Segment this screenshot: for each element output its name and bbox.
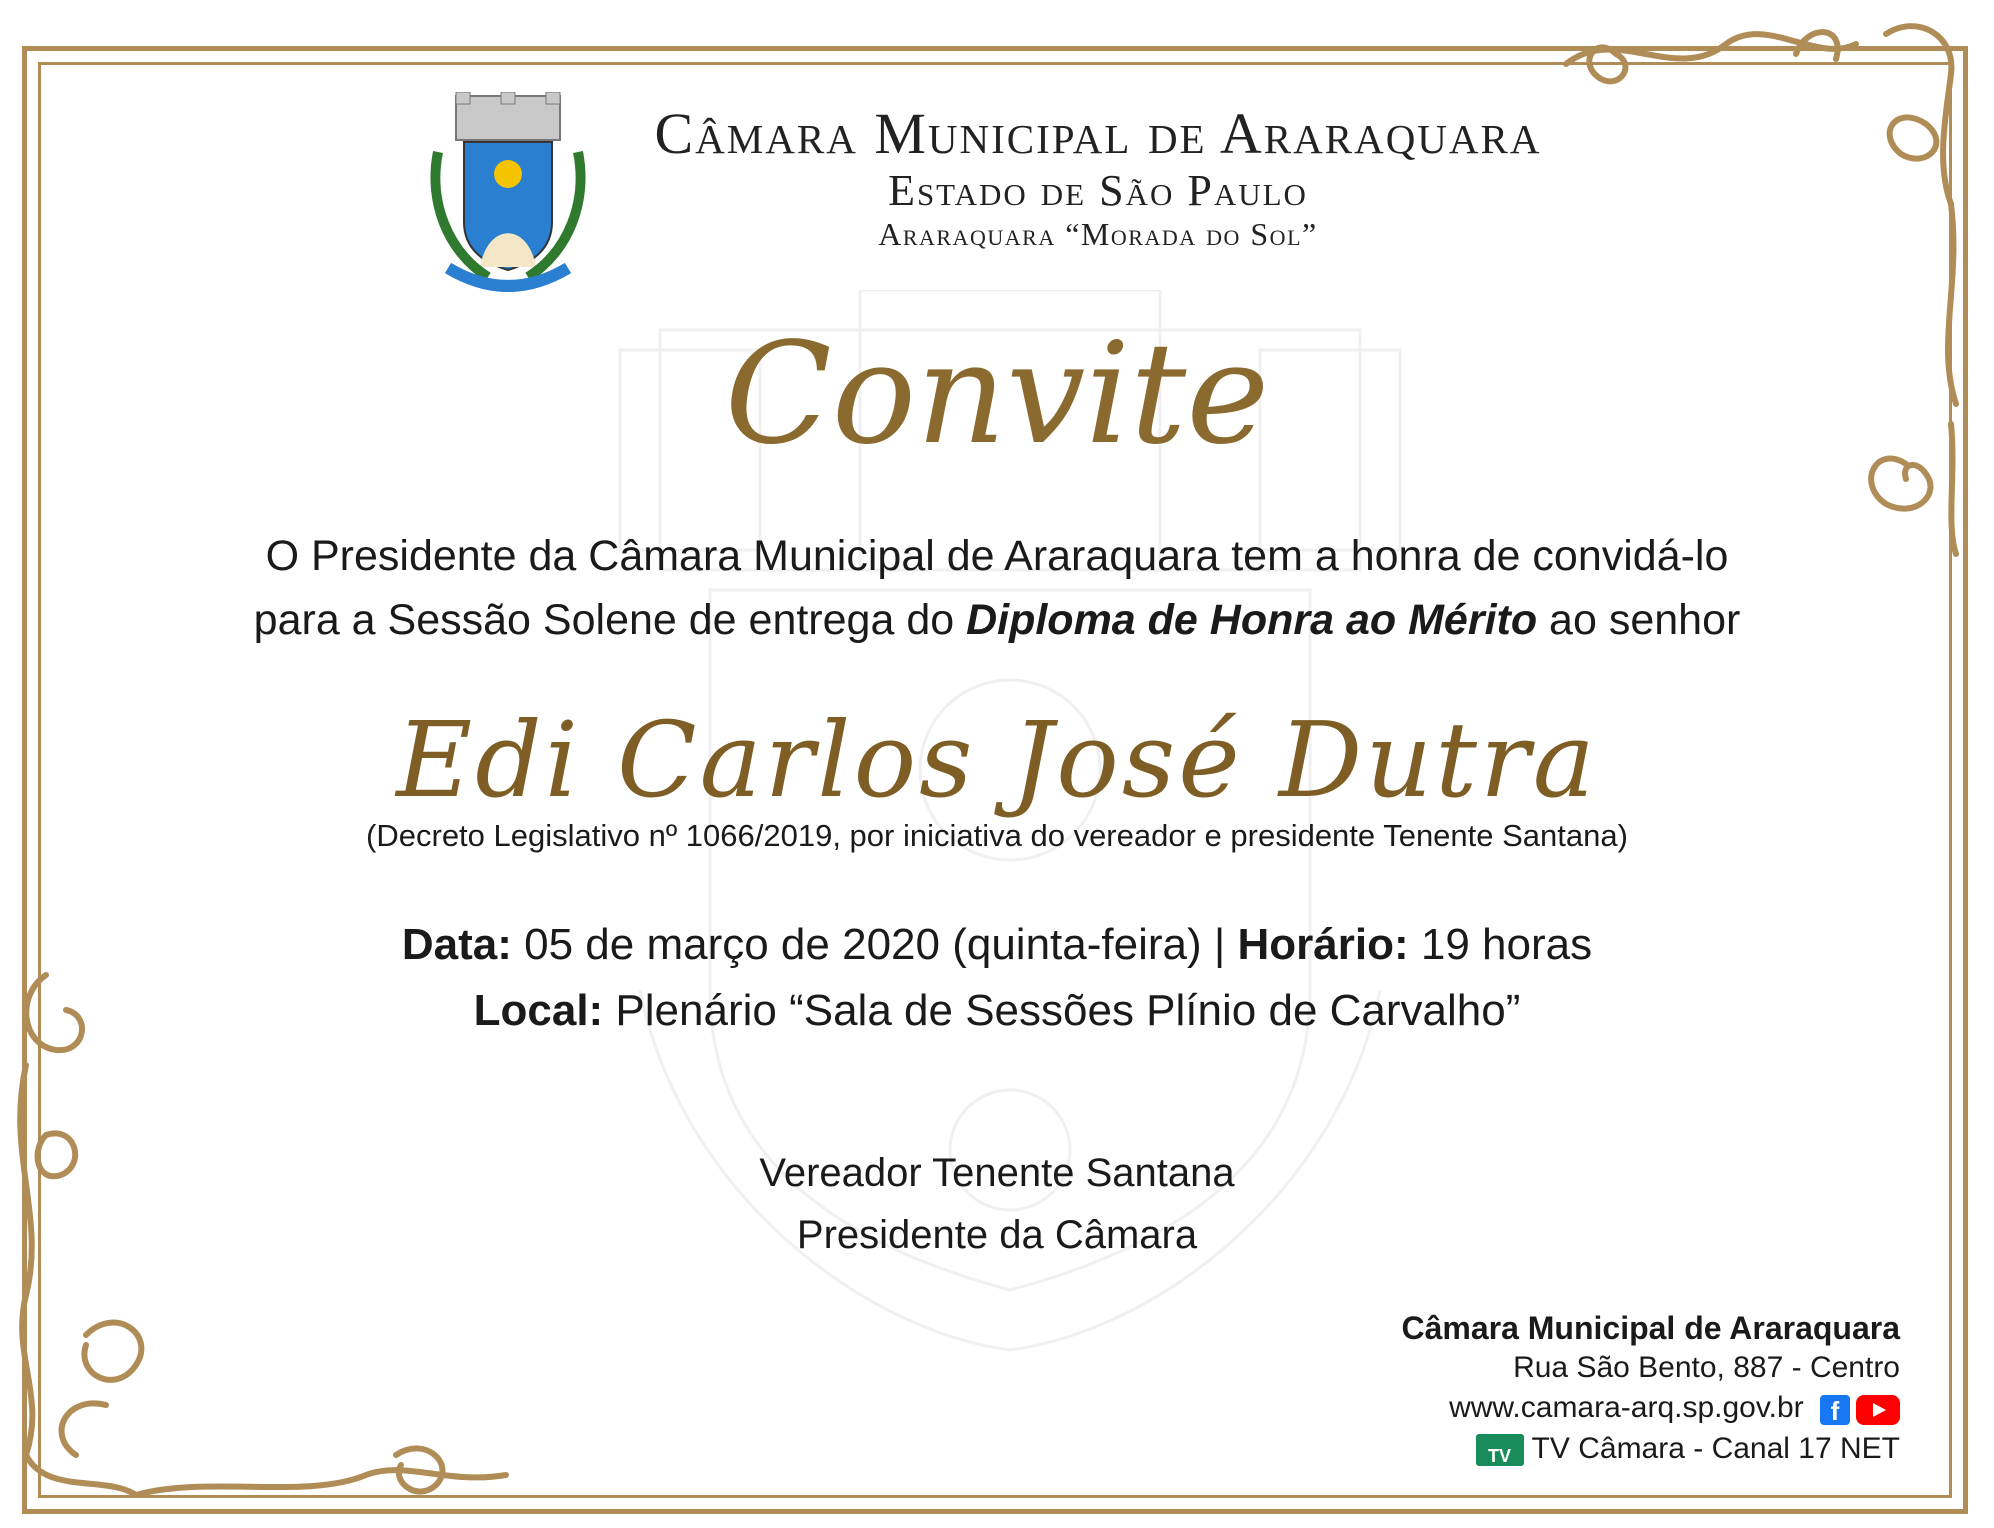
header — [418, 92, 1618, 292]
date-label: Data: — [401, 920, 512, 969]
footer-tv-line — [1200, 1429, 1900, 1469]
facebook-icon[interactable]: f — [1820, 1395, 1850, 1425]
invitation-intro — [80, 524, 1914, 652]
honoree-name: Edi Carlos José Dutra — [396, 699, 1598, 821]
time-value: 19 horas — [1408, 920, 1593, 969]
signature-block — [0, 1142, 1994, 1266]
place-value: Plenário “Sala de Sessões Plínio de Carvalho” — [603, 986, 1521, 1035]
invitation-title: Convite — [724, 313, 1270, 476]
intro-line-2 — [80, 588, 1914, 652]
signatory-name: Vereador Tenente Santana — [759, 1151, 1235, 1195]
event-details — [0, 912, 1994, 1044]
place-line — [0, 978, 1994, 1044]
footer-address: Rua São Bento, 887 - Centro — [1513, 1351, 1900, 1384]
footer-web-line — [1200, 1388, 1900, 1429]
tv-channel: TV Câmara - Canal 17 NET — [1531, 1432, 1900, 1466]
date-time-line — [0, 912, 1994, 978]
intro-line-2-pre: para a Sessão Solene de entrega do — [253, 596, 967, 644]
youtube-icon[interactable] — [1856, 1395, 1900, 1425]
intro-line-2-post: ao senhor — [1537, 596, 1741, 644]
footer-org: Câmara Municipal de Araraquara — [1401, 1310, 1900, 1346]
intro-line-1: O Presidente da Câmara Municipal de Araraquara tem a honra de convidá-lo — [265, 532, 1729, 580]
place-label: Local: — [473, 986, 604, 1035]
tv-camara-logo — [1476, 1434, 1524, 1466]
ornament-top-right — [1556, 4, 1976, 564]
signatory-role: Presidente da Câmara — [796, 1213, 1198, 1257]
website-link[interactable]: www.camara-arq.sp.gov.br — [1449, 1391, 1804, 1424]
decree-note: (Decreto Legislativo nº 1066/2019, por iniciativa do vereador e presidente Tenente Santana) — [366, 818, 1628, 853]
footer-contact — [1200, 1308, 1900, 1469]
time-label: Horário: — [1237, 920, 1409, 969]
header-state: Estado de São Paulo — [888, 166, 1308, 215]
coat-of-arms-icon — [418, 92, 598, 292]
date-value: 05 de março de 2020 (quinta-feira) | — [511, 920, 1238, 969]
award-name: Diploma de Honra ao Mérito — [966, 596, 1538, 644]
tv-logo-text: TV — [1488, 1446, 1512, 1467]
header-motto: Araraquara “Morada do Sol” — [878, 216, 1318, 252]
header-title: Câmara Municipal de Araraquara — [654, 101, 1542, 166]
